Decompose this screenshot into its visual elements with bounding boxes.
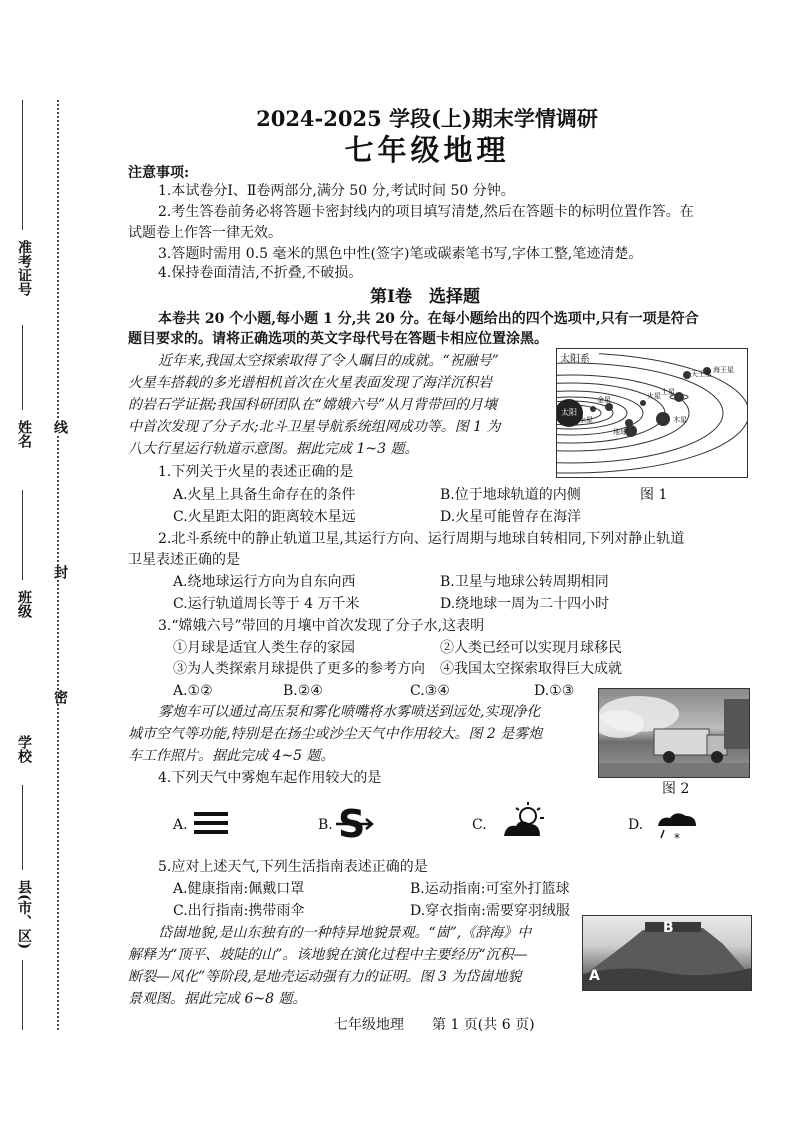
figure1-solar-system xyxy=(556,348,748,478)
notice-item: 试题卷上作答一律无效。 xyxy=(128,225,282,241)
venus-label: 金星 xyxy=(597,396,611,404)
mars-label: 火星 xyxy=(647,392,661,400)
passage-line: 解释为“顶平、坡陡的山”。该地貌在演化过程中主要经历“沉积— xyxy=(128,947,528,963)
option-d[interactable]: D.绕地球一周为二十四小时 xyxy=(440,596,610,612)
road xyxy=(599,763,749,777)
uranus-label: 天王星 xyxy=(691,370,712,378)
statement-4: ④我国太空探索取得巨大成就 xyxy=(440,661,622,677)
section-title: 第Ⅰ卷 选择题 xyxy=(370,287,480,307)
passage-line: 城市空气等功能,特别是在扬尘或沙尘天气中作用较大。图 2 是雾炮 xyxy=(128,726,543,742)
question-stem: 2.北斗系统中的静止轨道卫星,其运行方向、运行周期与地球自转相同,下列对静止轨道 xyxy=(158,531,685,547)
option-a[interactable]: A.绕地球运行方向为自东向西 xyxy=(173,574,356,590)
notice-item: 2.考生答卷前务必将答题卡密封线内的项目填写清楚,然后在答题卡的标明位置作答。在 xyxy=(158,204,694,220)
option-c[interactable]: C.出行指南:携带雨伞 xyxy=(173,903,305,919)
class-label: 班级 xyxy=(16,590,32,618)
option-b[interactable]: B. xyxy=(318,817,333,833)
figure2-caption: 图 2 xyxy=(662,781,690,797)
planet-mars xyxy=(640,400,646,406)
passage-line: 景观图。据此完成 6~8 题。 xyxy=(128,991,307,1007)
option-c[interactable]: C.③④ xyxy=(410,683,450,699)
option-c[interactable]: C.运行轨道周长等于 4 万千米 xyxy=(173,596,360,612)
passage-line: 近年来,我国太空探索取得了令人瞩目的成就。“祝融号” xyxy=(158,353,499,369)
truck-wheel xyxy=(711,751,723,763)
notice-item: 4.保持卷面清洁,不折叠,不破损。 xyxy=(158,265,363,281)
notice-heading: 注意事项: xyxy=(128,165,190,181)
option-b[interactable]: B.卫星与地球公转周期相同 xyxy=(440,574,609,590)
sandstorm-weather-icon xyxy=(334,803,376,843)
figure3-label-a: A xyxy=(589,968,600,984)
exam-number-label: 准考证号 xyxy=(16,240,32,296)
passage-line: 八大行星运行轨道示意图。据此完成 1~3 题。 xyxy=(128,441,419,457)
option-d[interactable]: D.穿衣指南:需要穿羽绒服 xyxy=(410,903,570,919)
option-b[interactable]: B.位于地球轨道的内侧 xyxy=(440,487,581,503)
statement-1: ①月球是适宜人类生存的家园 xyxy=(173,640,355,656)
planet-mercury xyxy=(590,406,596,412)
option-a[interactable]: A. xyxy=(173,817,188,833)
figure3-photo xyxy=(582,915,752,991)
option-d[interactable]: D. xyxy=(628,817,644,833)
exam-title: 2024-2025 学段(上)期末学情调研 xyxy=(256,106,598,131)
passage-line: 岱崮地貌,是山东独有的一种特异地貌景观。“崮”,《辞海》中 xyxy=(158,925,532,941)
fog-weather-icon xyxy=(194,810,228,836)
question-stem: 卫星表述正确的是 xyxy=(128,552,240,568)
statement-3: ③为人类探索月球提供了更多的参考方向 xyxy=(173,661,425,677)
truck-body xyxy=(654,729,709,755)
option-b[interactable]: B.运动指南:可室外打篮球 xyxy=(410,881,570,897)
passage-line: 车工作照片。据此完成 4~5 题。 xyxy=(128,748,335,764)
county-blank[interactable] xyxy=(22,960,24,1030)
jupiter-label: 木星 xyxy=(673,416,687,424)
passage-line: 中首次发现了分子水;北斗卫星导航系统组网成功等。图 1 为 xyxy=(128,419,501,435)
passage-line: 雾炮车可以通过高压泵和雾化喷嘴将水雾喷送到远处,实现净化 xyxy=(158,704,541,720)
option-a[interactable]: A.火星上具备生命存在的条件 xyxy=(173,487,356,503)
neptune-label: 海王星 xyxy=(713,366,734,374)
question-stem: 4.下列天气中雾炮车起作用较大的是 xyxy=(158,770,382,786)
svg-text:*: * xyxy=(674,831,680,845)
fog-cannon-truck-image xyxy=(599,689,749,777)
section-intro: 本卷共 20 个小题,每小题 1 分,共 20 分。在每小题给出的四个选项中,只有一项是符合 xyxy=(158,311,699,327)
exam-subject: 七年级地理 xyxy=(344,133,510,167)
option-c[interactable]: C.火星距太阳的距离较木星远 xyxy=(173,509,356,525)
notice-item: 1.本试卷分Ⅰ、Ⅱ卷两部分,满分 50 分,考试时间 50 分钟。 xyxy=(158,183,515,199)
passage-line: 火星车搭载的多光谱相机首次在火星表面发现了海洋沉积岩 xyxy=(128,375,492,391)
truck-wheel xyxy=(663,751,675,763)
school-label: 学校 xyxy=(16,735,32,763)
secret-char: 密 xyxy=(52,690,68,704)
planet-saturn xyxy=(674,392,684,402)
seal-line-char: 线 xyxy=(52,420,68,434)
option-c[interactable]: C. xyxy=(472,817,487,833)
county-label: 县(市、区) xyxy=(16,880,32,950)
statement-2: ②人类已经可以实现月球移民 xyxy=(440,640,622,656)
question-stem: 3.“嫦娥六号”带回的月壤中首次发现了分子水,这表明 xyxy=(158,618,485,634)
notice-item: 3.答题时需用 0.5 毫米的黑色中性(签字)笔或碳素笔书写,字体工整,笔迹清楚。 xyxy=(158,246,643,262)
figure1-caption: 图 1 xyxy=(640,487,668,503)
figure1-title: 太阳系 xyxy=(560,354,590,365)
question-stem: 5.应对上述天气,下列生活指南表述正确的是 xyxy=(158,859,428,875)
planet-uranus xyxy=(683,371,691,379)
option-d[interactable]: D.①③ xyxy=(534,683,575,699)
trees xyxy=(724,699,749,749)
passage-line: 的岩石学证据;我国科研团队在“嫦娥六号”从月背带回的月壤 xyxy=(128,397,498,413)
earth-label: 地球 xyxy=(613,428,627,436)
question-stem: 1.下列关于火星的表述正确的是 xyxy=(158,464,354,480)
partly-cloudy-weather-icon xyxy=(500,800,546,840)
class-blank[interactable] xyxy=(22,490,24,580)
mercury-label: 水星 xyxy=(579,416,593,424)
option-b[interactable]: B.②④ xyxy=(283,683,323,699)
name-blank[interactable] xyxy=(22,325,24,410)
svg-text:S: S xyxy=(338,803,366,843)
option-d[interactable]: D.火星可能曾存在海洋 xyxy=(440,509,582,525)
figure2-photo xyxy=(598,688,750,778)
passage-line: 断裂—风化”等阶段,是地壳运动强有力的证明。图 3 为岱崮地貌 xyxy=(128,969,522,985)
option-a[interactable]: A.健康指南:佩戴口罩 xyxy=(173,881,305,897)
option-a[interactable]: A.①② xyxy=(173,683,213,699)
name-label: 姓名 xyxy=(16,420,32,448)
section-intro: 题目要求的。请将正确选项的英文字母代号在答题卡相应位置涂黑。 xyxy=(128,331,548,347)
page-footer: 七年级地理 第 1 页(共 6 页) xyxy=(334,1017,535,1033)
saturn-label: 土星 xyxy=(661,388,675,396)
planet-jupiter xyxy=(656,412,670,426)
school-blank[interactable] xyxy=(22,785,24,870)
seal-char: 封 xyxy=(52,565,68,579)
figure3-label-b: B xyxy=(663,920,674,936)
sleet-weather-icon xyxy=(652,806,702,846)
sun-label: 太阳 xyxy=(561,408,577,417)
